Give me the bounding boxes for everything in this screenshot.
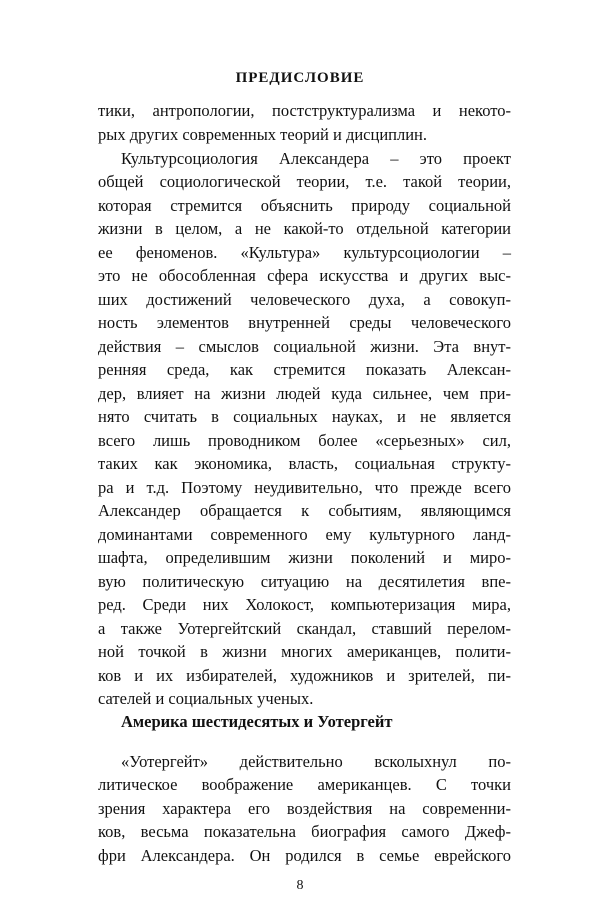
text-line: дер, влияет на жизни людей куда сильнее, чем при-: [98, 384, 511, 403]
text-line: литическое воображение американцев. С точки: [98, 775, 511, 794]
text-line: которая стремится объяснить природу социальной: [98, 196, 511, 215]
text-line: таких как экономика, власть, социальная структу-: [98, 454, 511, 473]
text-line: тики, антропологии, постструктурализма и некото-: [98, 101, 511, 120]
text-line: сателей и социальных ученых.: [98, 689, 314, 708]
text-line: действия – смыслов социальной жизни. Эта внут-: [98, 337, 511, 356]
text-line: вую политическую ситуацию на десятилетия впе-: [98, 572, 511, 591]
text-line: доминантами современного ему культурного ланд-: [98, 525, 511, 544]
text-line: жизни в целом, а не какой-то отдельной категории: [98, 219, 511, 238]
text-line: ков, весьма показательна биография самого Джеф-: [98, 822, 511, 841]
text-line: ной точкой в жизни многих американцев, полити-: [98, 642, 511, 661]
text-line: ренняя среда, как стремится показать Алексан-: [98, 360, 511, 379]
text-line: всего лишь проводником более «серьезных» сил,: [98, 431, 511, 450]
text-line: ее феноменов. «Культура» культурсоциологии –: [98, 243, 511, 262]
text-line: рых других современных теорий и дисциплин.: [98, 125, 428, 144]
text-line: это не обособленная сфера искусства и других выс-: [98, 266, 511, 285]
text-line: шафта, определившим жизни поколений и миро-: [98, 548, 511, 567]
text-line: общей социологической теории, т.е. такой теории,: [98, 172, 511, 191]
text-line: ра и т.д. Поэтому неудивительно, что прежде всего: [98, 478, 511, 497]
text-line: «Уотергейт» действительно всколыхнул по-: [121, 752, 511, 771]
text-line: ших достижений человеческого духа, а совокуп-: [98, 290, 511, 309]
text-line: Александер обращается к событиям, являющимся: [98, 501, 511, 520]
text-line: зрения характера его воздействия на современни-: [98, 799, 511, 818]
page-number: 8: [296, 878, 304, 893]
text-line: ред. Среди них Холокост, компьютеризация мира,: [98, 595, 511, 614]
text-line: Культурсоциология Александера – это проект: [121, 149, 511, 168]
text-line: нято считать в социальных науках, и не является: [98, 407, 511, 426]
text-line: ков и их избирателей, художников и зрителей, пи-: [98, 666, 511, 685]
section-heading: Америка шестидесятых и Уотергейт: [121, 712, 393, 731]
running-header: ПРЕДИСЛОВИЕ: [235, 70, 365, 86]
text-line: ность элементов внутренней среды человеческого: [98, 313, 511, 332]
text-line: а также Уотергейтский скандал, ставший перелом-: [98, 619, 511, 638]
text-line: фри Александера. Он родился в семье еврейского: [98, 846, 511, 865]
